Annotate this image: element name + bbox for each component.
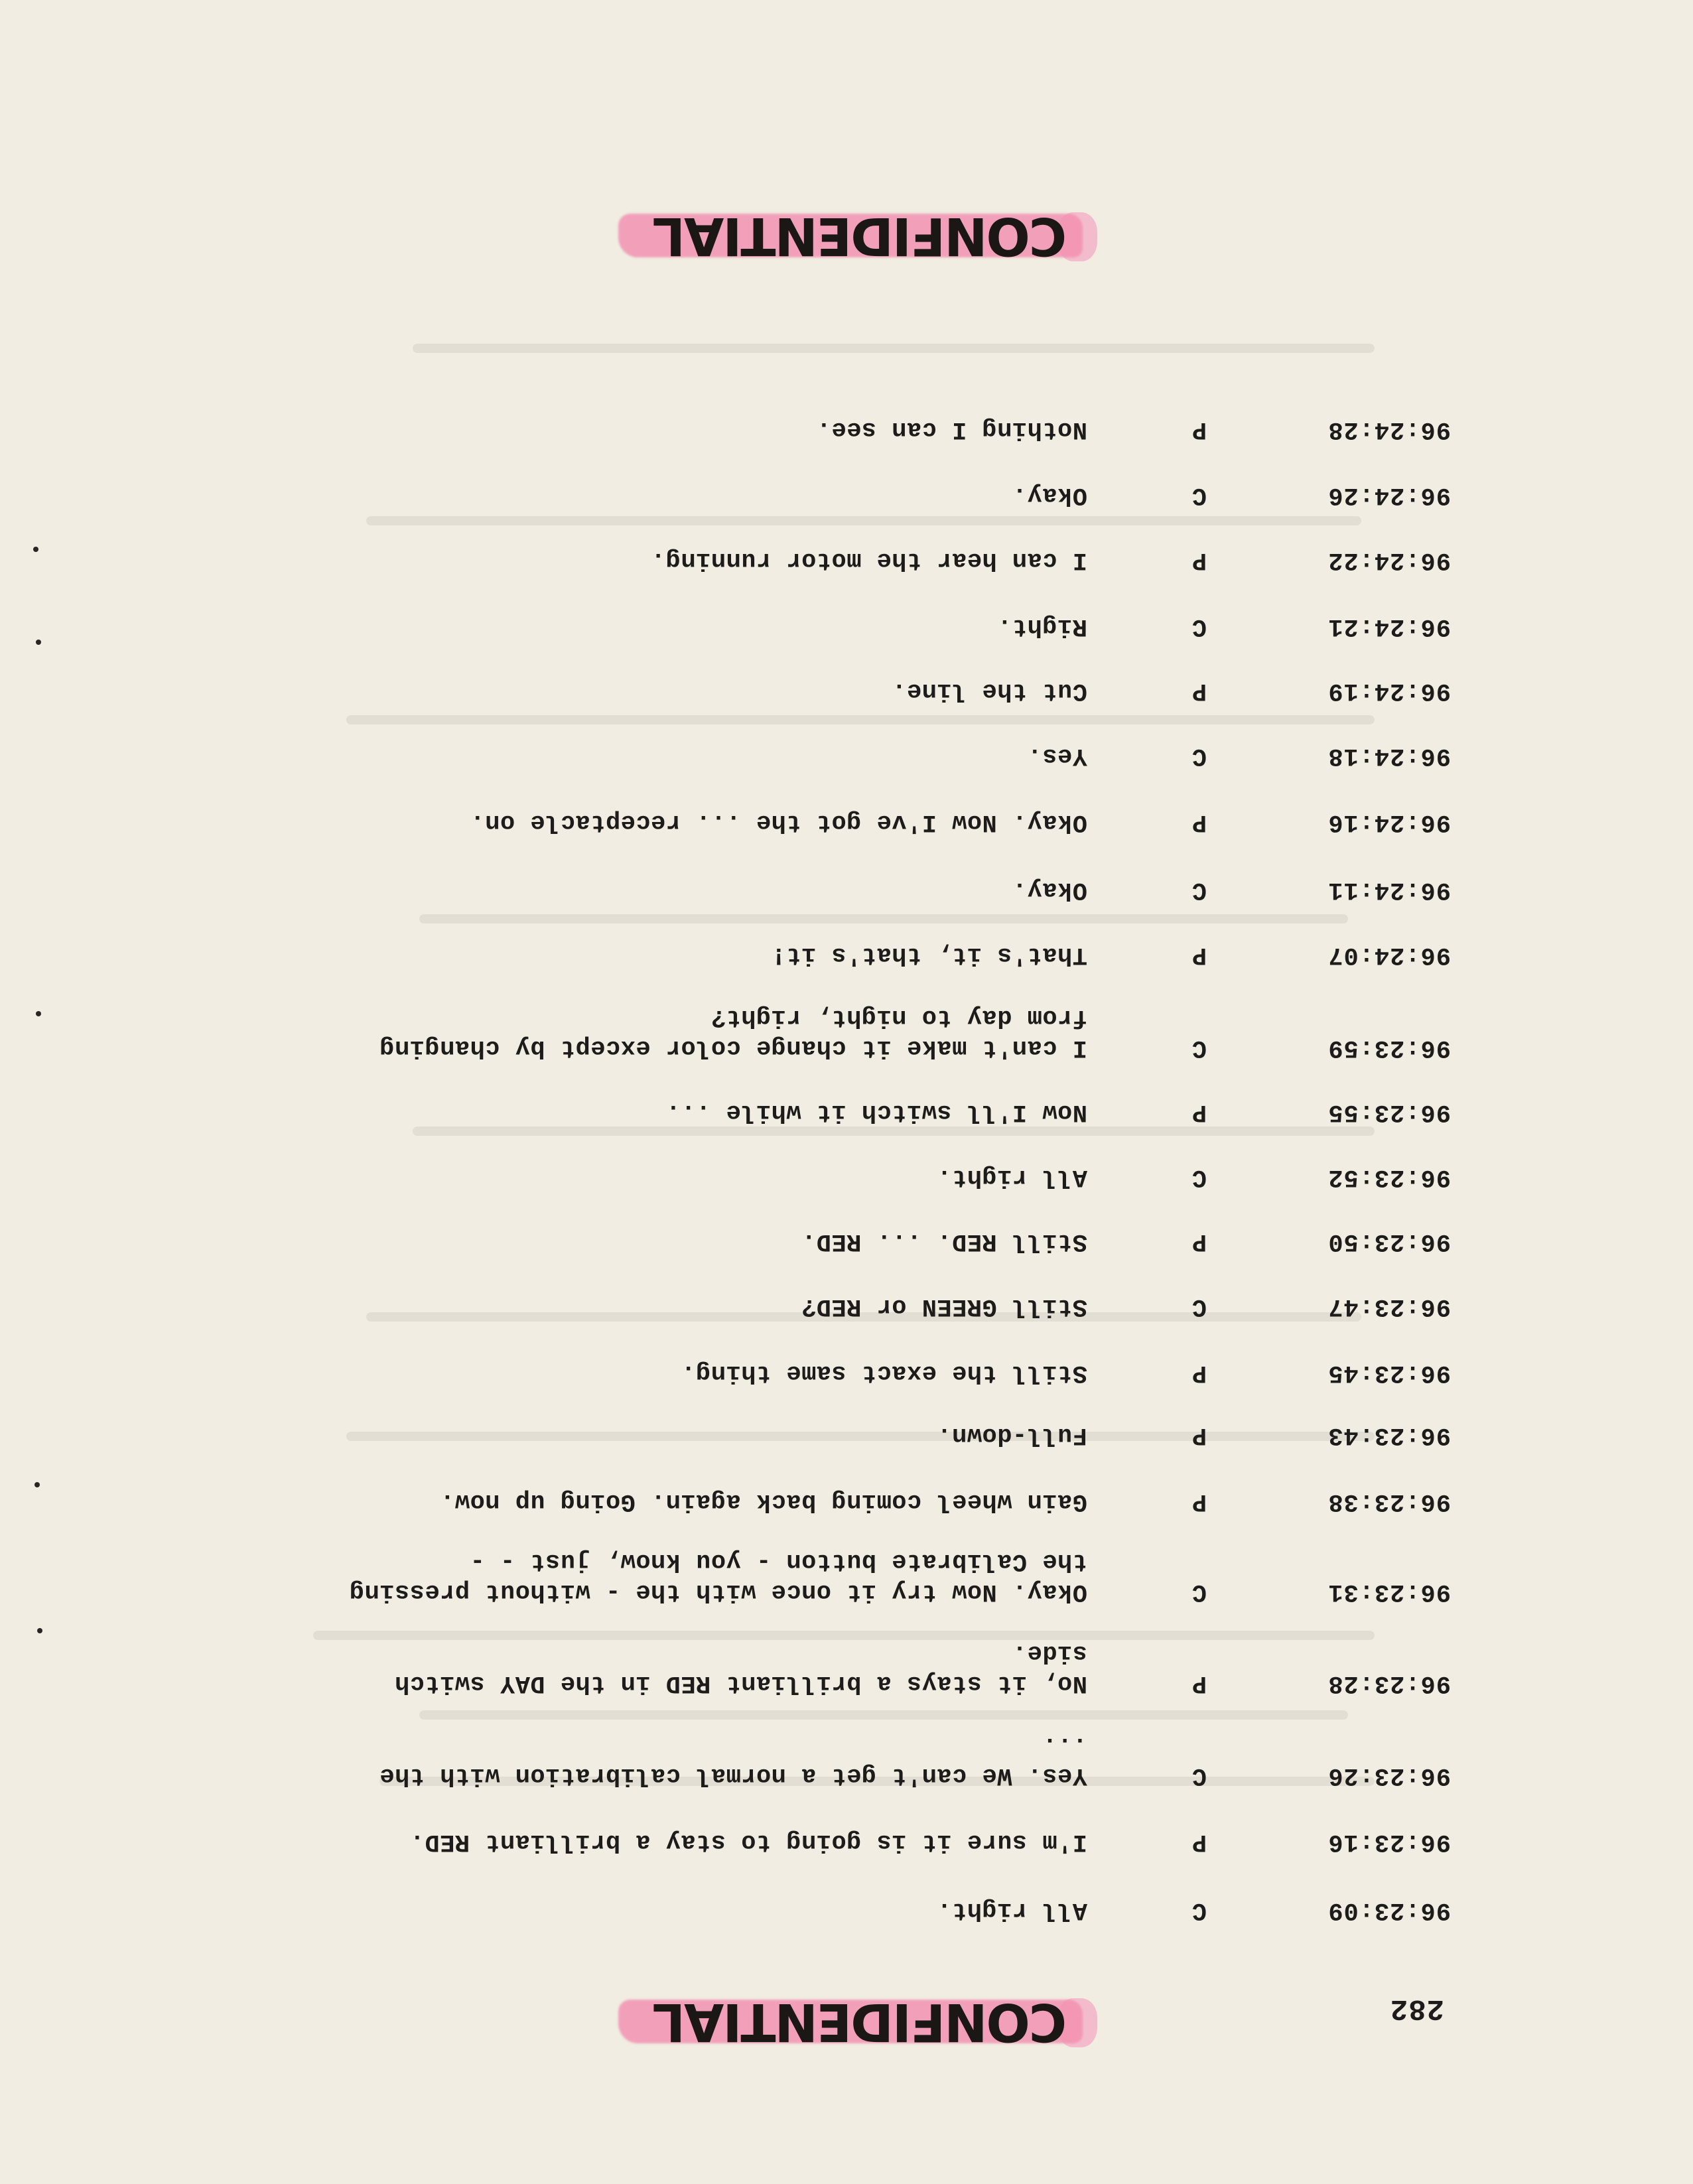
speaker: P	[1191, 1098, 1207, 1126]
speaker: C	[1191, 1163, 1207, 1191]
utterance: Full-down.	[936, 1421, 1087, 1449]
timestamp: 96:24:07	[1327, 941, 1451, 969]
confidential-stamp-top	[605, 1988, 1069, 2051]
speaker: P	[1191, 1669, 1207, 1697]
utterance: All right.	[936, 1896, 1087, 1924]
timestamp: 96:23:55	[1327, 1098, 1451, 1126]
timestamp: 96:24:11	[1327, 876, 1451, 904]
utterance: I can hear the motor running.	[650, 546, 1087, 574]
speaker: C	[1191, 1034, 1207, 1061]
timestamp: 96:23:50	[1327, 1227, 1451, 1255]
margin-mark	[36, 640, 41, 645]
timestamp: 96:23:47	[1327, 1292, 1451, 1320]
utterance: Okay. Now I've got the ... receptacle on.	[470, 808, 1087, 836]
timestamp: 96:24:19	[1327, 677, 1451, 705]
utterance: Nothing I can see.	[816, 415, 1087, 443]
speaker: C	[1191, 1761, 1207, 1789]
speaker: P	[1191, 1828, 1207, 1856]
utterance: Still the exact same thing.	[681, 1359, 1087, 1387]
timestamp: 96:23:43	[1327, 1421, 1451, 1449]
utterance: Now I'll switch it while ...	[665, 1098, 1087, 1126]
timestamp: 96:24:26	[1327, 481, 1451, 509]
utterance: Yes. We can't get a normal calibration with the ...	[379, 1731, 1087, 1789]
speaker: P	[1191, 1227, 1207, 1255]
page-number: 282	[1389, 1992, 1444, 2025]
margin-mark	[33, 547, 38, 552]
utterance: Okay. Now try it once with the - without pressing the Calibrate button - you know, just - -	[349, 1547, 1087, 1605]
margin-mark	[37, 1628, 42, 1633]
timestamp: 96:24:21	[1327, 612, 1451, 640]
timestamp: 96:23:45	[1327, 1359, 1451, 1387]
confidential-stamp-text: CONFIDENTIAL	[653, 206, 1067, 265]
speaker: P	[1191, 677, 1207, 705]
confidential-stamp-text: CONFIDENTIAL	[653, 1992, 1067, 2051]
utterance: Right.	[996, 612, 1087, 640]
speaker: P	[1191, 415, 1207, 443]
timestamp: 96:24:28	[1327, 415, 1451, 443]
utterance: Okay.	[1012, 481, 1087, 509]
timestamp: 96:23:31	[1327, 1578, 1451, 1605]
utterance: That's it, that's it!	[771, 941, 1087, 969]
confidential-stamp-bottom	[605, 202, 1069, 265]
speaker: C	[1191, 612, 1207, 640]
utterance: All right.	[936, 1163, 1087, 1191]
utterance: I'm sure it is going to stay a brilliant RED.	[409, 1828, 1087, 1856]
speaker: C	[1191, 1896, 1207, 1924]
utterance: Cut the line.	[891, 677, 1087, 705]
utterance: Still RED. ... RED.	[801, 1227, 1087, 1255]
timestamp: 96:23:16	[1327, 1828, 1451, 1856]
speaker: P	[1191, 1487, 1207, 1515]
utterance: Still GREEN or RED?	[801, 1292, 1087, 1320]
utterance: I can't make it change color except by changing from day to night, right?	[379, 1003, 1087, 1061]
speaker: C	[1191, 742, 1207, 770]
timestamp: 96:24:22	[1327, 546, 1451, 574]
speaker: P	[1191, 1421, 1207, 1449]
timestamp: 96:23:28	[1327, 1669, 1451, 1697]
utterance: Okay.	[1012, 876, 1087, 904]
speaker: P	[1191, 1359, 1207, 1387]
margin-mark	[34, 1482, 40, 1487]
speaker: P	[1191, 941, 1207, 969]
timestamp: 96:23:52	[1327, 1163, 1451, 1191]
timestamp: 96:23:38	[1327, 1487, 1451, 1515]
timestamp: 96:23:59	[1327, 1034, 1451, 1061]
speaker: P	[1191, 546, 1207, 574]
speaker: C	[1191, 1578, 1207, 1605]
timestamp: 96:24:18	[1327, 742, 1451, 770]
speaker: C	[1191, 876, 1207, 904]
timestamp: 96:24:16	[1327, 808, 1451, 836]
speaker: C	[1191, 1292, 1207, 1320]
speaker: P	[1191, 808, 1207, 836]
timestamp: 96:23:09	[1327, 1896, 1451, 1924]
utterance: Yes.	[1027, 742, 1087, 770]
utterance: No, it stays a brilliant RED in the DAY switch side.	[394, 1639, 1087, 1697]
speaker: C	[1191, 481, 1207, 509]
timestamp: 96:23:26	[1327, 1761, 1451, 1789]
utterance: Gain wheel coming back again. Going up now.	[439, 1487, 1087, 1515]
margin-mark	[36, 1011, 41, 1016]
